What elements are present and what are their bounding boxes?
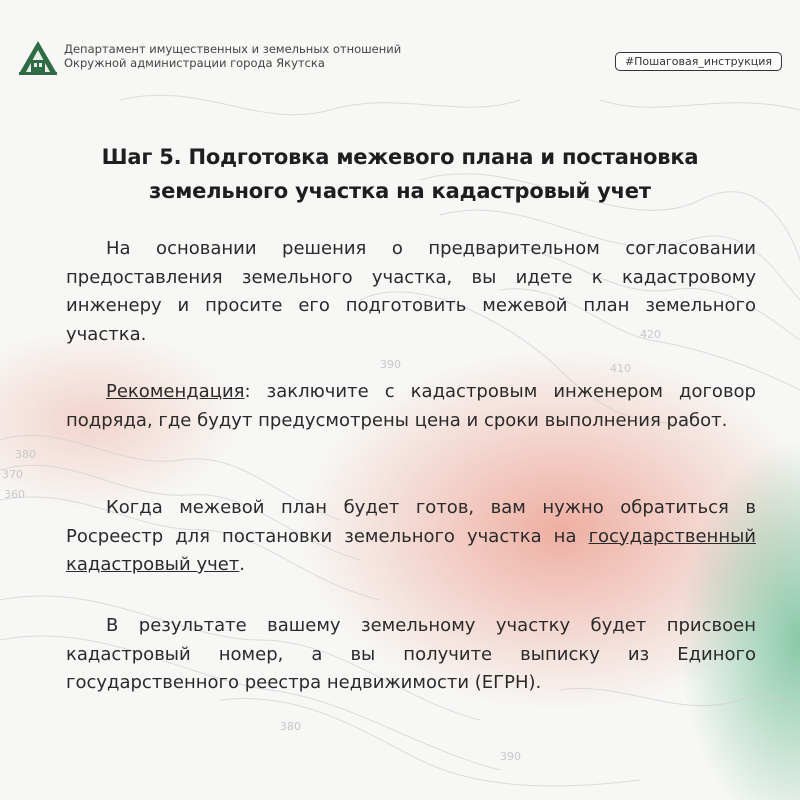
paragraph-3-text: Когда межевой план будет готов, вам нужно обратиться в Росреестр для постановки земельного участка на <box>66 497 756 547</box>
hashtag-badge: #Пошаговая_инструкция <box>615 52 782 71</box>
paragraph-4 <box>66 612 756 698</box>
header <box>18 38 782 78</box>
contour-label: 380 <box>15 448 36 461</box>
paragraph-3 <box>66 494 756 580</box>
paragraph-2 <box>66 378 756 435</box>
department-name-line2: Окружной администрации города Якутска <box>64 56 325 70</box>
page-title <box>60 140 740 208</box>
paragraph-1-text: На основании решения о предварительном согласовании предоставления земельного участка, вы идете к кадастровому инженеру и просите его подготовить межевой план земельного участка. <box>66 238 756 345</box>
cadastral-registration-link[interactable]: государственный кадастровый учет <box>66 525 756 575</box>
contour-label: 410 <box>610 362 631 375</box>
paragraph-3-end: . <box>239 554 246 575</box>
contour-label: 390 <box>380 358 401 371</box>
paragraph-2-text: : заключите с кадастровым инженером договор подряда, где будут предусмотрены цена и сроки выполнения работ. <box>66 381 756 431</box>
recommendation-label: Рекомендация <box>106 381 245 402</box>
paragraph-4-text: В результате вашему земельному участку будет присвоен кадастровый номер, а вы получите выписку из Единого государственного реестра недвижимости (ЕГРН). <box>66 615 756 693</box>
department-name <box>64 42 401 70</box>
title-line2: земельного участка на кадастровый учет <box>149 179 651 203</box>
department-logo-icon <box>18 38 58 76</box>
department-name-line1: Департамент имущественных и земельных отношений <box>64 42 402 56</box>
contour-label: 420 <box>640 328 661 341</box>
contour-label: 390 <box>500 750 521 763</box>
contour-label: 360 <box>4 488 25 501</box>
title-line1: Шаг 5. Подготовка межевого плана и постановка <box>101 145 699 169</box>
contour-label: 380 <box>280 720 301 733</box>
contour-label: 370 <box>2 468 23 481</box>
paragraph-1 <box>66 235 756 349</box>
